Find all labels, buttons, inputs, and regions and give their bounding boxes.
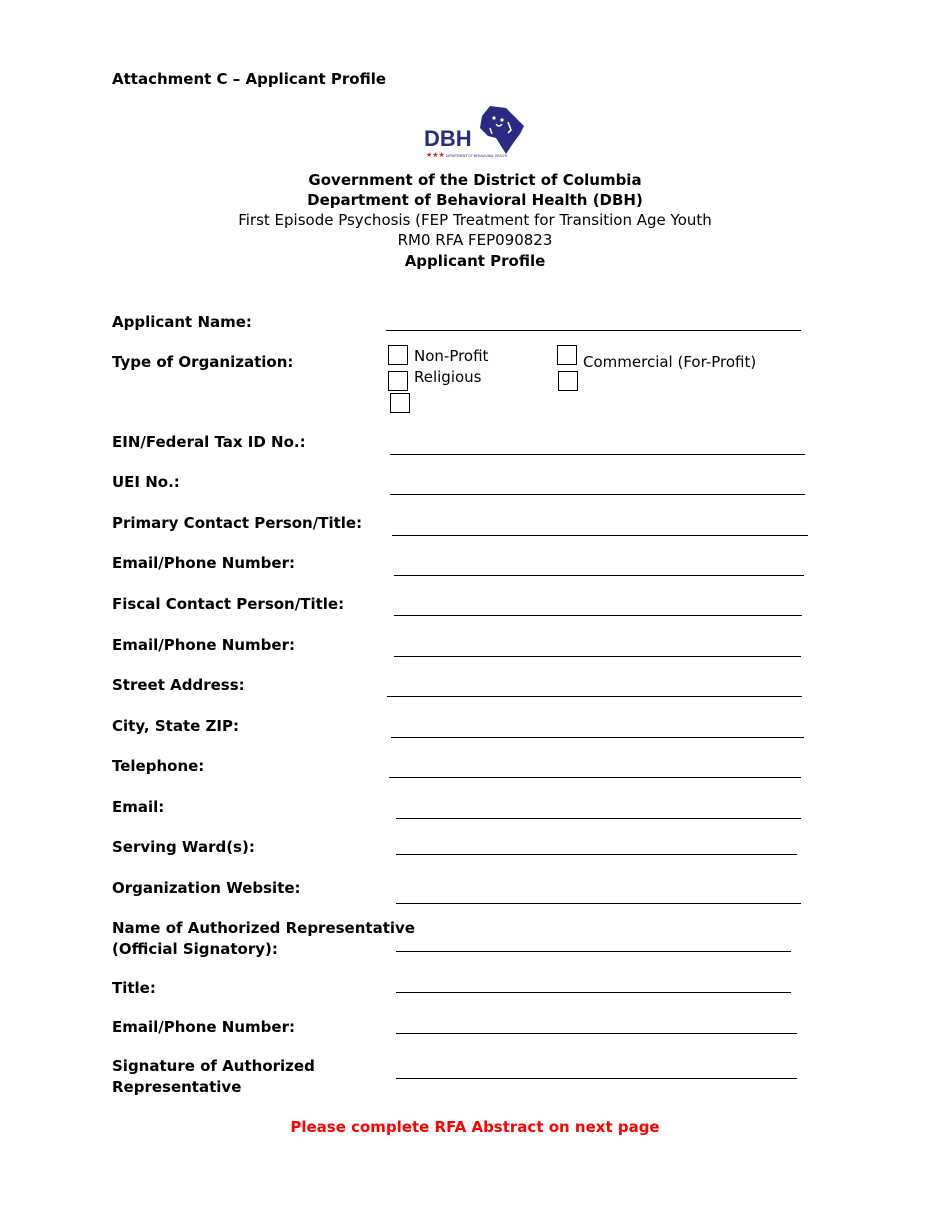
serving-wards-label: Serving Ward(s): <box>112 838 255 856</box>
fiscal-contact-label: Fiscal Contact Person/Title: <box>112 595 345 613</box>
extra-checkbox[interactable] <box>390 393 410 413</box>
authorized-rep-sublabel: (Official Signatory): <box>112 940 278 958</box>
header-department: Department of Behavioral Health (DBH) <box>307 191 643 209</box>
auth-email-phone-field[interactable] <box>396 1033 797 1034</box>
commercial-checkbox[interactable] <box>557 345 577 365</box>
serving-wards-field[interactable] <box>396 854 797 855</box>
org-type-label: Type of Organization: <box>112 353 294 371</box>
telephone-label: Telephone: <box>112 757 205 775</box>
website-label: Organization Website: <box>112 879 301 897</box>
title-field[interactable] <box>396 992 791 993</box>
street-address-label: Street Address: <box>112 676 245 694</box>
auth-email-phone-label: Email/Phone Number: <box>112 1018 295 1036</box>
nonprofit-checkbox[interactable] <box>388 345 408 365</box>
nonprofit-option-label: Non-Profit <box>414 347 489 365</box>
uei-label: UEI No.: <box>112 473 180 491</box>
commercial-option-label: Commercial (For-Profit) <box>583 353 757 371</box>
authorized-rep-field[interactable] <box>396 951 791 952</box>
header-applicant-profile: Applicant Profile <box>404 252 546 270</box>
logo-text: DBH <box>424 126 472 151</box>
commercial-extra-checkbox[interactable] <box>558 371 578 391</box>
city-state-zip-field[interactable] <box>391 737 804 738</box>
street-address-field[interactable] <box>387 696 802 697</box>
uei-field[interactable] <box>390 494 805 495</box>
attachment-title: Attachment C – Applicant Profile <box>112 70 387 88</box>
ein-field[interactable] <box>390 454 805 455</box>
signature-sublabel: Representative <box>112 1078 242 1096</box>
applicant-name-field[interactable] <box>386 330 801 331</box>
fiscal-contact-field[interactable] <box>394 615 802 616</box>
signature-field[interactable] <box>396 1078 797 1079</box>
header-government: Government of the District of Columbia <box>308 171 642 189</box>
svg-text:★★★: ★★★ <box>426 151 445 159</box>
primary-contact-label: Primary Contact Person/Title: <box>112 514 363 532</box>
signature-label: Signature of Authorized <box>112 1057 315 1075</box>
telephone-field[interactable] <box>389 777 801 778</box>
fiscal-email-phone-field[interactable] <box>394 656 801 657</box>
religious-checkbox[interactable] <box>388 371 408 391</box>
email-label: Email: <box>112 798 165 816</box>
primary-email-phone-field[interactable] <box>394 575 804 576</box>
applicant-name-label: Applicant Name: <box>112 313 252 331</box>
fiscal-email-phone-label: Email/Phone Number: <box>112 636 295 654</box>
title-label: Title: <box>112 979 156 997</box>
city-state-zip-label: City, State ZIP: <box>112 717 239 735</box>
website-field[interactable] <box>396 903 801 904</box>
logo-tagline: DEPARTMENT OF BEHAVIORAL HEALTH <box>446 154 508 158</box>
dc-map-faces-icon <box>420 104 530 162</box>
primary-contact-field[interactable] <box>392 535 808 536</box>
email-field[interactable] <box>396 818 801 819</box>
religious-option-label: Religious <box>414 368 482 386</box>
dbh-logo <box>420 104 530 162</box>
header-rfa-number: RM0 RFA FEP090823 <box>397 231 553 249</box>
footer-note: Please complete RFA Abstract on next page <box>290 1118 660 1136</box>
authorized-rep-label: Name of Authorized Representative <box>112 919 415 937</box>
header-program: First Episode Psychosis (FEP Treatment for Transition Age Youth <box>238 211 712 229</box>
ein-label: EIN/Federal Tax ID No.: <box>112 433 306 451</box>
primary-email-phone-label: Email/Phone Number: <box>112 554 295 572</box>
